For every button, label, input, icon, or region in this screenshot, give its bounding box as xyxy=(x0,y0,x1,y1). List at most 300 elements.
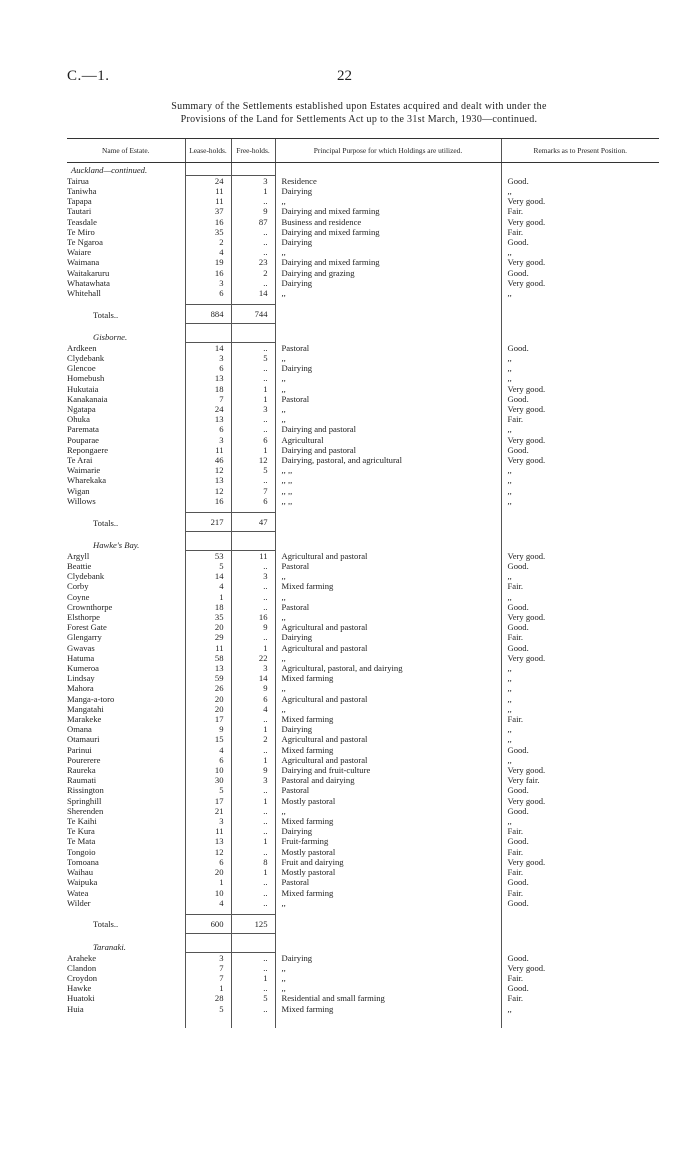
remarks-value: Fair. xyxy=(501,888,659,898)
totals-freeholds: 47 xyxy=(231,513,275,532)
estate-row xyxy=(67,288,659,298)
remarks-value: Very good. xyxy=(501,278,659,288)
freeholds-value: .. xyxy=(231,247,275,257)
estate-name: Hukutaia xyxy=(67,383,99,394)
leaseholds-value: 7 xyxy=(185,973,231,983)
remarks-value: Very good. xyxy=(501,217,659,227)
estate-name: Argyll xyxy=(67,550,90,561)
estate-name: Whatawhata xyxy=(67,277,110,288)
leaseholds-value: 5 xyxy=(185,785,231,795)
purpose-value: Pastoral xyxy=(275,342,501,353)
estate-row xyxy=(67,877,659,887)
remarks-value: Fair. xyxy=(501,867,659,877)
purpose-value: Agricultural and pastoral xyxy=(275,694,501,704)
freeholds-value: 14 xyxy=(231,288,275,298)
remarks-value: ,, xyxy=(501,496,659,506)
purpose-value: Dairying and mixed farming xyxy=(275,257,501,267)
purpose-value: Agricultural and pastoral xyxy=(275,622,501,632)
remarks-value: ,, xyxy=(501,373,659,383)
col-header-purpose: Principal Purpose for which Holdings are utilized. xyxy=(275,139,501,163)
estate-name: Tongoio xyxy=(67,846,96,857)
purpose-value: ,, xyxy=(275,353,501,363)
remarks-value: Very good. xyxy=(501,384,659,394)
estate-row xyxy=(67,867,659,877)
leaseholds-value: 6 xyxy=(185,755,231,765)
freeholds-value: .. xyxy=(231,414,275,424)
remarks-value: Very good. xyxy=(501,550,659,561)
estate-row xyxy=(67,663,659,673)
estate-name: Waipuka xyxy=(67,877,98,888)
leaseholds-value: 19 xyxy=(185,257,231,267)
leaseholds-value: 6 xyxy=(185,424,231,434)
freeholds-value: .. xyxy=(231,632,275,642)
purpose-value: Dairying and pastoral xyxy=(275,445,501,455)
estate-name: Wilder xyxy=(67,897,91,908)
purpose-value: Residential and small farming xyxy=(275,993,501,1003)
region-heading: Hawke's Bay. xyxy=(93,540,140,551)
leaseholds-value: 53 xyxy=(185,550,231,561)
estate-row xyxy=(67,673,659,683)
table-body xyxy=(67,163,659,1028)
estate-name: Waiare xyxy=(67,247,92,258)
section-code: C.—1. xyxy=(67,68,110,84)
totals-freeholds: 744 xyxy=(231,305,275,324)
remarks-value: ,, xyxy=(501,724,659,734)
leaseholds-value: 37 xyxy=(185,206,231,216)
freeholds-value: .. xyxy=(231,237,275,247)
estate-row xyxy=(67,227,659,237)
leaseholds-value: 12 xyxy=(185,486,231,496)
col-header-leaseholds: Lease-holds. xyxy=(185,139,231,163)
freeholds-value: .. xyxy=(231,342,275,353)
empty-remarks xyxy=(501,940,659,952)
purpose-value: Dairying and fruit-culture xyxy=(275,765,501,775)
purpose-value: ,, xyxy=(275,404,501,414)
estate-name: Forest Gate xyxy=(67,622,107,633)
remarks-value: Good. xyxy=(501,342,659,353)
leaseholds-value: 3 xyxy=(185,816,231,826)
tail-name xyxy=(67,1014,185,1028)
title-line-1: Summary of the Settlements established upon Estates acquired and dealt with under the xyxy=(171,101,547,112)
purpose-value: Dairying and grazing xyxy=(275,268,501,278)
empty-freeholds xyxy=(231,940,275,952)
estate-row xyxy=(67,734,659,744)
leaseholds-value: 12 xyxy=(185,465,231,475)
purpose-value: Dairying xyxy=(275,363,501,373)
leaseholds-value: 1 xyxy=(185,592,231,602)
purpose-value: ,, xyxy=(275,898,501,908)
remarks-value: Very good. xyxy=(501,435,659,445)
remarks-value: Good. xyxy=(501,806,659,816)
freeholds-value: .. xyxy=(231,714,275,724)
freeholds-value: 3 xyxy=(231,775,275,785)
estate-name: Te Kaihi xyxy=(67,816,97,827)
remarks-value: Good. xyxy=(501,952,659,963)
estate-row xyxy=(67,983,659,993)
remarks-value: Good. xyxy=(501,445,659,455)
totals-label: Totals.. xyxy=(93,309,119,320)
estate-name: Marakeke xyxy=(67,714,102,725)
remarks-value: ,, xyxy=(501,694,659,704)
remarks-value: Good. xyxy=(501,898,659,908)
estate-name: Pouparae xyxy=(67,434,99,445)
estate-row xyxy=(67,550,659,561)
leaseholds-value: 10 xyxy=(185,888,231,898)
totals-purpose xyxy=(275,513,501,532)
freeholds-value: 8 xyxy=(231,857,275,867)
freeholds-value: .. xyxy=(231,963,275,973)
region-heading-row xyxy=(67,330,659,342)
leaseholds-value: 20 xyxy=(185,704,231,714)
leaseholds-value: 16 xyxy=(185,496,231,506)
leaseholds-value: 35 xyxy=(185,227,231,237)
totals-remarks xyxy=(501,914,659,933)
remarks-value: ,, xyxy=(501,673,659,683)
leaseholds-value: 1 xyxy=(185,877,231,887)
totals-remarks xyxy=(501,513,659,532)
freeholds-value: .. xyxy=(231,816,275,826)
totals-row xyxy=(67,513,659,532)
estate-name: Lindsay xyxy=(67,673,95,684)
freeholds-value: .. xyxy=(231,475,275,485)
freeholds-value: 22 xyxy=(231,653,275,663)
region-heading: Auckland—continued. xyxy=(71,165,148,175)
freeholds-value: .. xyxy=(231,952,275,963)
region-heading-row xyxy=(67,163,659,176)
empty-freeholds xyxy=(231,163,275,176)
leaseholds-value: 30 xyxy=(185,775,231,785)
empty-freeholds xyxy=(231,330,275,342)
purpose-value: ,, xyxy=(275,683,501,693)
remarks-value: Very good. xyxy=(501,196,659,206)
estate-row xyxy=(67,952,659,963)
estate-name: Paremata xyxy=(67,424,99,435)
purpose-value: Pastoral xyxy=(275,561,501,571)
region-heading-row xyxy=(67,538,659,550)
estate-row xyxy=(67,394,659,404)
estate-name: Glencoe xyxy=(67,363,96,374)
freeholds-value: 6 xyxy=(231,435,275,445)
estate-name: Ardkeen xyxy=(67,342,97,353)
col-header-name: Name of Estate. xyxy=(67,139,185,163)
estate-name: Omana xyxy=(67,724,92,735)
remarks-value: Good. xyxy=(501,622,659,632)
remarks-value: ,, xyxy=(501,186,659,196)
remarks-value: ,, xyxy=(501,363,659,373)
estate-name: Tapapa xyxy=(67,196,92,207)
leaseholds-value: 13 xyxy=(185,475,231,485)
estate-row xyxy=(67,816,659,826)
leaseholds-value: 15 xyxy=(185,734,231,744)
remarks-value: Fair. xyxy=(501,227,659,237)
estate-row xyxy=(67,683,659,693)
totals-purpose xyxy=(275,305,501,324)
estate-row xyxy=(67,237,659,247)
freeholds-value: 5 xyxy=(231,993,275,1003)
estate-row xyxy=(67,836,659,846)
purpose-value: Residence xyxy=(275,175,501,186)
leaseholds-value: 2 xyxy=(185,237,231,247)
estate-name: Ohuka xyxy=(67,414,90,425)
freeholds-value: .. xyxy=(231,847,275,857)
totals-leaseholds: 600 xyxy=(185,914,231,933)
estate-name: Rissington xyxy=(67,785,104,796)
settlements-table xyxy=(67,138,659,1028)
freeholds-value: 9 xyxy=(231,206,275,216)
freeholds-value: 1 xyxy=(231,755,275,765)
estate-row xyxy=(67,888,659,898)
leaseholds-value: 13 xyxy=(185,663,231,673)
leaseholds-value: 26 xyxy=(185,683,231,693)
estate-row xyxy=(67,486,659,496)
leaseholds-value: 17 xyxy=(185,714,231,724)
freeholds-value: 1 xyxy=(231,973,275,983)
leaseholds-value: 16 xyxy=(185,217,231,227)
purpose-value: ,, xyxy=(275,571,501,581)
estate-name: Wigan xyxy=(67,485,90,496)
leaseholds-value: 13 xyxy=(185,836,231,846)
freeholds-value: .. xyxy=(231,983,275,993)
empty-purpose xyxy=(275,330,501,342)
estate-row xyxy=(67,612,659,622)
estate-row xyxy=(67,414,659,424)
freeholds-value: 2 xyxy=(231,268,275,278)
freeholds-value: .. xyxy=(231,1004,275,1014)
leaseholds-value: 6 xyxy=(185,857,231,867)
estate-row xyxy=(67,622,659,632)
leaseholds-value: 16 xyxy=(185,268,231,278)
estate-name: Wharekaka xyxy=(67,475,107,486)
remarks-value: Fair. xyxy=(501,414,659,424)
estate-name: Corby xyxy=(67,581,89,592)
leaseholds-value: 4 xyxy=(185,247,231,257)
tail-purpose xyxy=(275,1014,501,1028)
leaseholds-value: 20 xyxy=(185,867,231,877)
remarks-value: ,, xyxy=(501,734,659,744)
freeholds-value: .. xyxy=(231,602,275,612)
freeholds-value: .. xyxy=(231,826,275,836)
estate-row xyxy=(67,455,659,465)
leaseholds-value: 10 xyxy=(185,765,231,775)
estate-name: Te Mata xyxy=(67,836,96,847)
estate-row xyxy=(67,257,659,267)
estate-name: Hawke xyxy=(67,983,92,994)
estate-name: Tairua xyxy=(67,175,89,186)
purpose-value: Mixed farming xyxy=(275,816,501,826)
purpose-value: Dairying xyxy=(275,632,501,642)
estate-name: Waitakaruru xyxy=(67,267,110,278)
estate-row xyxy=(67,268,659,278)
leaseholds-value: 14 xyxy=(185,571,231,581)
totals-row xyxy=(67,914,659,933)
freeholds-value: 1 xyxy=(231,394,275,404)
leaseholds-value: 28 xyxy=(185,993,231,1003)
estate-name: Tomoana xyxy=(67,856,99,867)
freeholds-value: .. xyxy=(231,877,275,887)
remarks-value: Fair. xyxy=(501,206,659,216)
estate-row xyxy=(67,632,659,642)
estate-name: Parinui xyxy=(67,744,92,755)
freeholds-value: 2 xyxy=(231,734,275,744)
remarks-value: ,, xyxy=(501,288,659,298)
estate-row xyxy=(67,475,659,485)
purpose-value: Dairying xyxy=(275,237,501,247)
freeholds-value: .. xyxy=(231,592,275,602)
estate-name: Elsthorpe xyxy=(67,612,100,623)
freeholds-value: .. xyxy=(231,278,275,288)
remarks-value: Good. xyxy=(501,785,659,795)
estate-row xyxy=(67,857,659,867)
purpose-value: ,, xyxy=(275,373,501,383)
freeholds-value: 7 xyxy=(231,486,275,496)
totals-leaseholds: 217 xyxy=(185,513,231,532)
totals-leaseholds: 884 xyxy=(185,305,231,324)
purpose-value: Pastoral xyxy=(275,877,501,887)
freeholds-value: 12 xyxy=(231,455,275,465)
empty-purpose xyxy=(275,163,501,176)
leaseholds-value: 18 xyxy=(185,602,231,612)
purpose-value: ,, ,, xyxy=(275,486,501,496)
estate-name: Springhill xyxy=(67,795,102,806)
remarks-value: ,, xyxy=(501,755,659,765)
estate-name: Manga-a-toro xyxy=(67,693,115,704)
leaseholds-value: 29 xyxy=(185,632,231,642)
estate-name: Homebush xyxy=(67,373,105,384)
estate-name: Mahora xyxy=(67,683,94,694)
estate-row xyxy=(67,186,659,196)
estate-row xyxy=(67,435,659,445)
estate-name: Te Miro xyxy=(67,226,95,237)
freeholds-value: 9 xyxy=(231,683,275,693)
freeholds-value: .. xyxy=(231,561,275,571)
estate-row xyxy=(67,175,659,186)
estate-row xyxy=(67,785,659,795)
leaseholds-value: 3 xyxy=(185,278,231,288)
region-heading-row xyxy=(67,940,659,952)
remarks-value: Good. xyxy=(501,877,659,887)
estate-name: Beattie xyxy=(67,561,92,571)
estate-row xyxy=(67,643,659,653)
remarks-value: Very good. xyxy=(501,765,659,775)
freeholds-value: 1 xyxy=(231,186,275,196)
estate-name: Raureka xyxy=(67,765,96,776)
remarks-value: ,, xyxy=(501,424,659,434)
freeholds-value: .. xyxy=(231,898,275,908)
leaseholds-value: 12 xyxy=(185,847,231,857)
purpose-value: ,, xyxy=(275,247,501,257)
purpose-value: Mostly pastoral xyxy=(275,867,501,877)
freeholds-value: 6 xyxy=(231,694,275,704)
purpose-value: ,, xyxy=(275,414,501,424)
purpose-value: Agricultural and pastoral xyxy=(275,643,501,653)
estate-name: Whitehall xyxy=(67,287,101,298)
remarks-value: Fair. xyxy=(501,826,659,836)
freeholds-value: 14 xyxy=(231,673,275,683)
estate-name: Waihau xyxy=(67,867,94,878)
leaseholds-value: 6 xyxy=(185,363,231,373)
estate-row xyxy=(67,278,659,288)
estate-name: Gwavas xyxy=(67,642,95,653)
leaseholds-value: 5 xyxy=(185,561,231,571)
freeholds-value: .. xyxy=(231,888,275,898)
freeholds-value: .. xyxy=(231,363,275,373)
totals-remarks xyxy=(501,305,659,324)
estate-row xyxy=(67,592,659,602)
estate-name: Watea xyxy=(67,887,89,898)
leaseholds-value: 9 xyxy=(185,724,231,734)
estate-row xyxy=(67,973,659,983)
estate-row xyxy=(67,847,659,857)
leaseholds-value: 35 xyxy=(185,612,231,622)
purpose-value: Dairying xyxy=(275,826,501,836)
leaseholds-value: 1 xyxy=(185,983,231,993)
leaseholds-value: 58 xyxy=(185,653,231,663)
purpose-value: ,, xyxy=(275,973,501,983)
estate-row xyxy=(67,775,659,785)
freeholds-value: 1 xyxy=(231,836,275,846)
estate-name: Otamauri xyxy=(67,734,100,745)
freeholds-value: 87 xyxy=(231,217,275,227)
estate-row xyxy=(67,384,659,394)
purpose-value: ,, ,, xyxy=(275,475,501,485)
estate-row xyxy=(67,826,659,836)
freeholds-value: 3 xyxy=(231,404,275,414)
purpose-value: ,, xyxy=(275,384,501,394)
leaseholds-value: 3 xyxy=(185,353,231,363)
purpose-value: ,, xyxy=(275,653,501,663)
remarks-value: ,, xyxy=(501,592,659,602)
freeholds-value: .. xyxy=(231,806,275,816)
totals-purpose xyxy=(275,914,501,933)
remarks-value: Fair. xyxy=(501,847,659,857)
remarks-value: Fair. xyxy=(501,714,659,724)
remarks-value: Good. xyxy=(501,175,659,186)
estate-row xyxy=(67,496,659,506)
settlements-table-wrap xyxy=(67,138,659,1028)
estate-row xyxy=(67,445,659,455)
purpose-value: ,, xyxy=(275,288,501,298)
freeholds-value: 16 xyxy=(231,612,275,622)
empty-remarks xyxy=(501,538,659,550)
estate-name: Clydebank xyxy=(67,571,105,582)
remarks-value: ,, xyxy=(501,475,659,485)
remarks-value: ,, xyxy=(501,663,659,673)
freeholds-value: 1 xyxy=(231,643,275,653)
tail-freeholds xyxy=(231,1014,275,1028)
estate-row xyxy=(67,571,659,581)
leaseholds-value: 3 xyxy=(185,952,231,963)
leaseholds-value: 11 xyxy=(185,196,231,206)
freeholds-value: 23 xyxy=(231,257,275,267)
freeholds-value: 1 xyxy=(231,445,275,455)
remarks-value: Good. xyxy=(501,268,659,278)
estate-name: Clydebank xyxy=(67,353,105,364)
purpose-value: Business and residence xyxy=(275,217,501,227)
empty-leaseholds xyxy=(185,330,231,342)
remarks-value: Fair. xyxy=(501,973,659,983)
estate-row xyxy=(67,602,659,612)
estate-name: Te Arai xyxy=(67,455,93,466)
estate-row xyxy=(67,206,659,216)
freeholds-value: 1 xyxy=(231,384,275,394)
freeholds-value: .. xyxy=(231,424,275,434)
remarks-value: Very good. xyxy=(501,857,659,867)
purpose-value: ,, xyxy=(275,612,501,622)
estate-row xyxy=(67,353,659,363)
freeholds-value: 9 xyxy=(231,622,275,632)
estate-name: Coyne xyxy=(67,591,90,602)
estate-row xyxy=(67,806,659,816)
